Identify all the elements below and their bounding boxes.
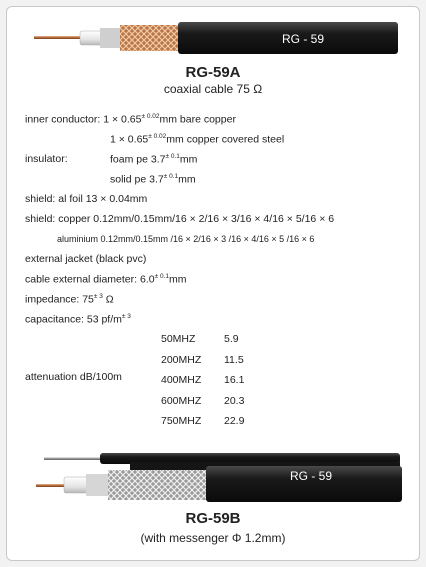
value-cell: 20.3 [224, 394, 245, 407]
spec-inner-conductor: inner conductor: $1 \times 0.65^{\pm 0.02}mm$ bare copper [25, 113, 236, 126]
freq-cell: 400MHZ [161, 374, 202, 387]
value-cell: 16.1 [224, 374, 245, 387]
table-row [161, 350, 244, 371]
spec-insulator-foam: foam pe $3.7^{\pm 0.1}mm$ [110, 153, 198, 166]
spec-capacitance: capacitance: 53 $pf/m^{\pm 3}$ [25, 313, 131, 326]
value-cell: 22.9 [224, 415, 245, 428]
spec-shield-copper: shield: copper 0.12mm/0.15mm/16 × 2/16 × 3/16 × 4/16 × 5/16 × 6 [25, 213, 335, 225]
spec-inner-conductor-alt: $1 \times 0.65^{\pm 0.02}mm$ copper covered steel [110, 133, 285, 146]
product-title: RG-59A [185, 64, 241, 81]
freq-cell: 50MHZ [161, 333, 196, 346]
table-row [161, 370, 244, 391]
table-row [161, 391, 244, 412]
cable-image-bottom [30, 448, 405, 508]
table-row [161, 329, 244, 350]
spec-insulator-label: insulator: [25, 153, 68, 165]
spec-shield-aluminium: aluminium 0.12mm/0.15mm /16 × 2/16 × 3 /16 × 4/16 × 5 /16 × 6 [57, 234, 315, 244]
product-subtitle-b: (with messenger Φ 1.2mm) [140, 531, 286, 545]
table-row [161, 411, 244, 432]
attenuation-label: attenuation dB/100m [25, 371, 122, 383]
spec-impedance: impedance: $75^{\pm 3}$ Ω [25, 293, 114, 306]
freq-cell: 600MHZ [161, 394, 202, 407]
value-cell: 11.5 [224, 353, 244, 366]
value-cell: 5.9 [224, 333, 239, 346]
attenuation-table [161, 329, 244, 432]
product-title-b: RG-59B [185, 510, 241, 527]
freq-cell: 750MHZ [161, 415, 202, 428]
spec-shield-foil: shield: al foil 13 × 0.04mm [25, 193, 148, 205]
cable-image-top [30, 16, 400, 60]
spec-diameter: cable external diameter: $6.0^{\pm 0.1}mm$ [25, 273, 187, 286]
product-subtitle: coaxial cable 75 Ω [163, 82, 263, 96]
spec-insulator-solid: solid pe $3.7^{\pm 0.1}mm$ [110, 173, 196, 186]
bottom-cable-label: RG - 59 [290, 469, 333, 483]
spec-jacket: external jacket (black pvc) [25, 253, 147, 265]
top-cable-label: RG - 59 [282, 32, 325, 46]
freq-cell: 200MHZ [161, 353, 202, 366]
